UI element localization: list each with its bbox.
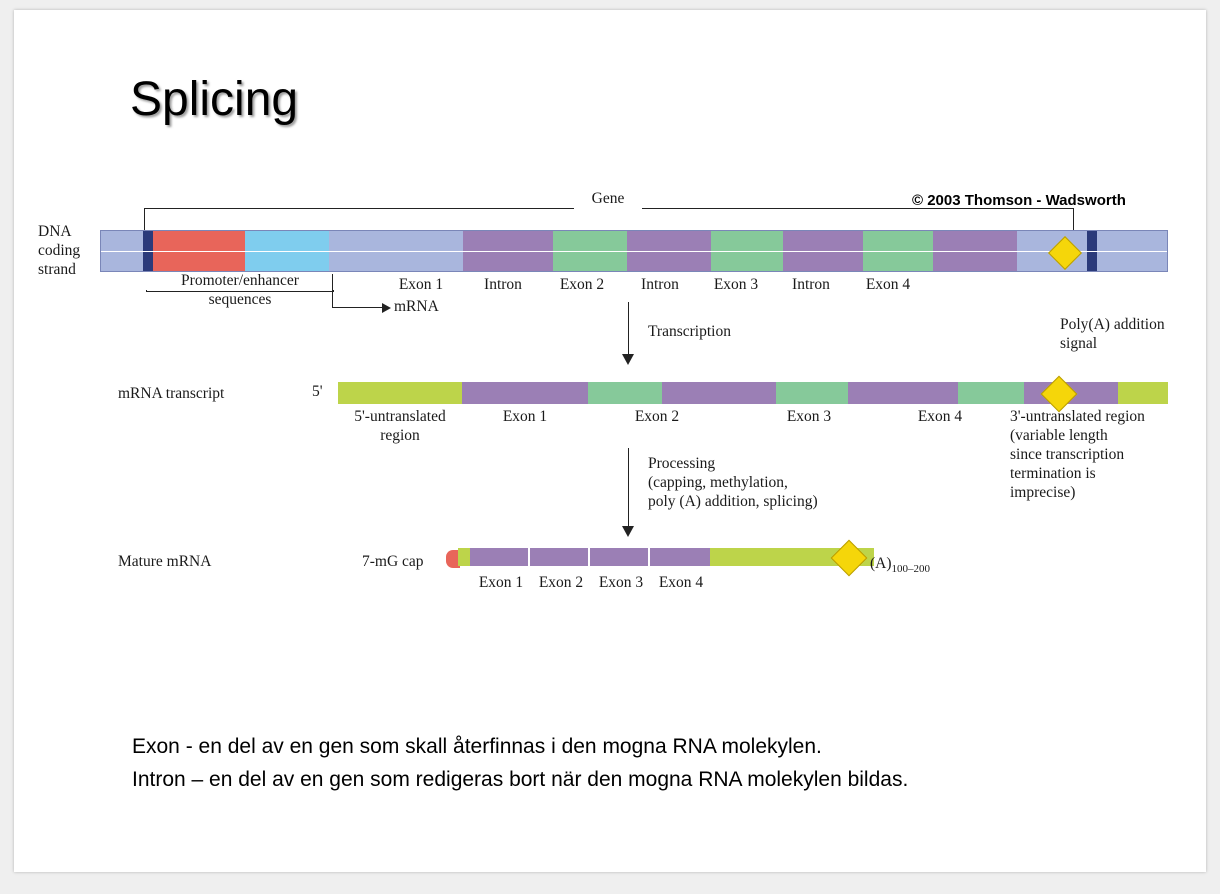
transcript-exon-1-label: Exon 1	[502, 408, 548, 425]
exon-definition: Exon - en del av en gen som skall återfinnas i den mogna RNA molekylen.	[132, 735, 822, 758]
mature-utr5	[458, 548, 470, 566]
dna-intron-2-label: Intron	[641, 276, 679, 293]
dna-exon-1-label: Exon 1	[398, 276, 444, 293]
copyright-notice: © 2003 Thomson - Wadsworth	[912, 192, 1126, 209]
gene-label: Gene	[591, 190, 625, 207]
transcript-exon-3-label: Exon 3	[786, 408, 832, 425]
utr5-label-line2: region	[380, 427, 420, 444]
dna-intron-3-label: Intron	[792, 276, 830, 293]
transcription-arrowhead-icon	[622, 354, 634, 365]
utr3-label-line1: 3'-untranslated region	[1010, 408, 1145, 425]
processing-arrow-line	[628, 448, 629, 528]
transcript-exon-4-label: Exon 4	[917, 408, 963, 425]
mrna-elbow-arrow	[332, 274, 384, 308]
slide-canvas	[14, 10, 1206, 872]
processing-label-line1: Processing	[648, 455, 716, 472]
polya-signal-label-line2: signal	[1060, 335, 1098, 352]
promoter-label-line2: sequences	[208, 291, 272, 308]
transcript-intron-2	[776, 382, 848, 404]
transcript-exon-3	[848, 382, 958, 404]
polya-signal-label-line1: Poly(A) addition	[1060, 316, 1165, 333]
mature-mrna-bar	[458, 548, 874, 566]
intron-definition: Intron – en del av en gen som redigeras bort när den mogna RNA molekylen bildas.	[132, 768, 909, 791]
processing-label-line3: poly (A) addition, splicing)	[648, 493, 818, 510]
transcript-exon-2	[662, 382, 776, 404]
dna-exon-4-label: Exon 4	[865, 276, 911, 293]
mature-exon-3	[590, 548, 650, 566]
transcript-utr5	[338, 382, 462, 404]
processing-arrowhead-icon	[622, 526, 634, 537]
page-title: Splicing	[130, 73, 299, 126]
splicing-diagram	[14, 170, 1206, 630]
mature-exon-2-label: Exon 2	[538, 574, 584, 591]
polya-tail-text: (A)	[870, 555, 892, 572]
mature-mrna-label: Mature mRNA	[118, 553, 212, 570]
dna-label-line3: strand	[38, 261, 76, 278]
utr3-label-line5: imprecise)	[1010, 484, 1076, 501]
transcription-label: Transcription	[648, 323, 731, 340]
transcript-utr3	[1118, 382, 1168, 404]
five-prime-label: 5'	[312, 383, 323, 400]
transcription-arrow-line	[628, 302, 629, 356]
mature-exon-1-label: Exon 1	[478, 574, 524, 591]
utr5-label-line1: 5'-untranslated	[354, 408, 446, 425]
mature-exon-3-label: Exon 3	[598, 574, 644, 591]
mature-exon-4	[650, 548, 710, 566]
mature-exon-2	[530, 548, 590, 566]
polya-tail-subscript: 100–200	[891, 563, 931, 576]
processing-label-line2: (capping, methylation,	[648, 474, 788, 491]
transcript-exon-2-label: Exon 2	[634, 408, 680, 425]
dna-exon-2-label: Exon 2	[559, 276, 605, 293]
dna-double-strand	[100, 230, 1168, 272]
dna-label-line2: coding	[38, 242, 81, 259]
polya-signal-diamond-mature	[831, 540, 868, 577]
polya-tail-label	[870, 555, 930, 575]
dna-intron-1-label: Intron	[484, 276, 522, 293]
mrna-transcript-label: mRNA transcript	[118, 385, 225, 402]
utr3-label-line2: (variable length	[1010, 427, 1108, 444]
utr3-label-line3: since transcription	[1010, 446, 1125, 463]
promoter-label-line1: Promoter/enhancer	[140, 272, 340, 290]
mature-exon-1	[470, 548, 530, 566]
dna-label-line1: DNA	[38, 223, 72, 240]
mrna-arrowhead-icon	[382, 303, 391, 313]
mature-exon-4-label: Exon 4	[658, 574, 704, 591]
mrna-arrow-label: mRNA	[394, 298, 439, 315]
dna-strand-divider	[101, 251, 1167, 271]
transcript-exon-1	[462, 382, 588, 404]
transcript-intron-1	[588, 382, 662, 404]
utr3-label-line4: termination is	[1010, 465, 1096, 482]
cap-label: 7-mG cap	[362, 553, 424, 570]
dna-exon-3-label: Exon 3	[713, 276, 759, 293]
transcript-intron-3	[958, 382, 1024, 404]
definition-text-block	[132, 730, 1152, 796]
